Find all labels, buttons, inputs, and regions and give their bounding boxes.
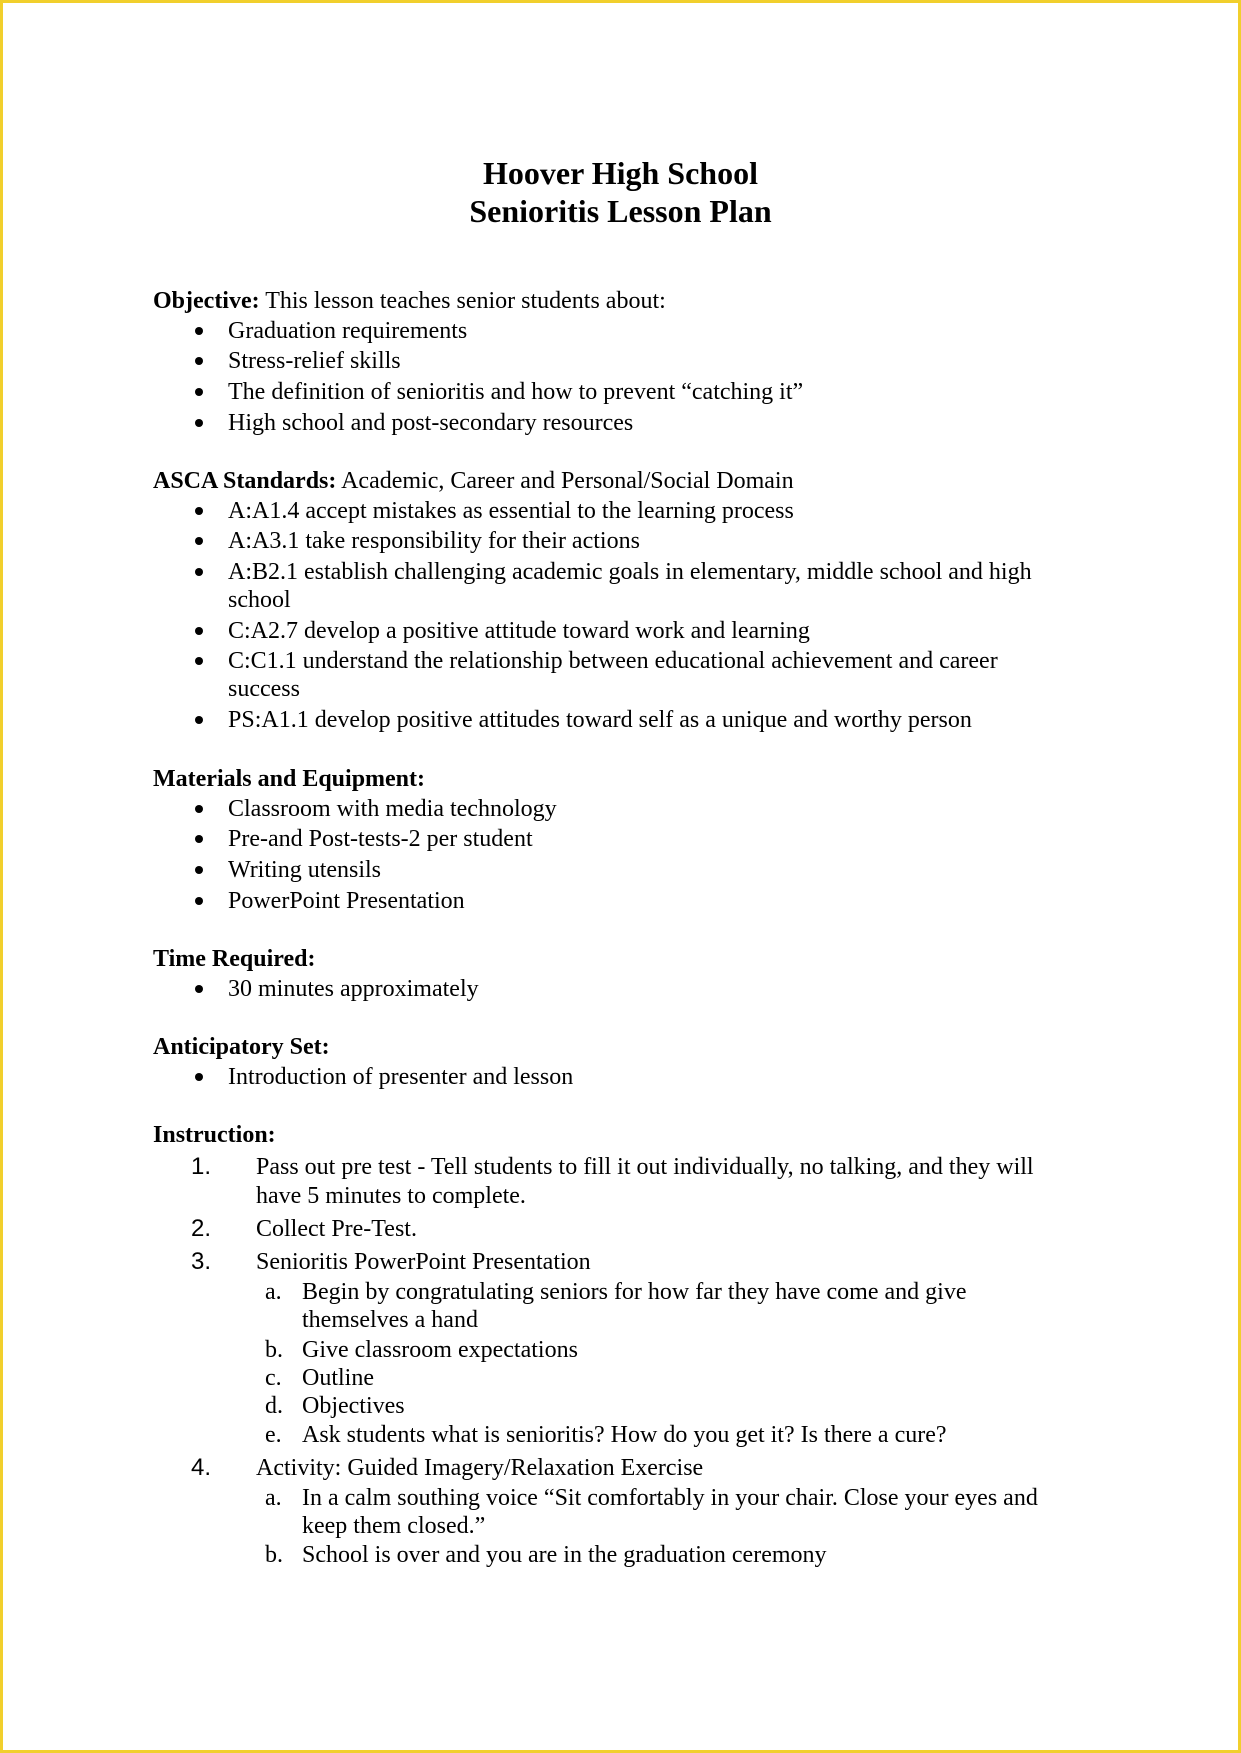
sub-step-letter: d. bbox=[265, 1393, 283, 1419]
sub-step-text: Objectives bbox=[302, 1393, 405, 1419]
step-text: Senioritis PowerPoint Presentation bbox=[256, 1249, 591, 1275]
objective-item: High school and post-secondary resources bbox=[228, 410, 634, 436]
sub-step-text: School is over and you are in the graduation ceremony bbox=[302, 1542, 827, 1568]
asca-standard-line: PS:A1.1 develop positive attitudes toward self as a unique and worthy person bbox=[228, 707, 972, 733]
bullet-icon bbox=[195, 568, 203, 576]
asca-standard-line: A:A1.4 accept mistakes as essential to the learning process bbox=[228, 498, 794, 524]
materials-item: Pre-and Post-tests-2 per student bbox=[228, 826, 533, 852]
objective-text: This lesson teaches senior students about: bbox=[265, 288, 666, 314]
objective-label: Objective: bbox=[153, 288, 260, 314]
sub-step-text: themselves a hand bbox=[302, 1307, 478, 1333]
bullet-icon bbox=[195, 866, 203, 874]
asca-standard-line: C:A2.7 develop a positive attitude toward work and learning bbox=[228, 618, 810, 644]
asca-standard-line: success bbox=[228, 676, 300, 702]
lesson-plan-title: Senioritis Lesson Plan bbox=[469, 193, 772, 229]
step-number: 3. bbox=[191, 1248, 212, 1275]
step-number: 4. bbox=[191, 1454, 212, 1481]
materials-item: PowerPoint Presentation bbox=[228, 888, 465, 914]
asca-heading bbox=[153, 466, 794, 496]
bullet-icon bbox=[195, 357, 203, 365]
materials-heading bbox=[153, 764, 425, 794]
materials-item: Writing utensils bbox=[228, 857, 382, 883]
bullet-icon bbox=[195, 835, 203, 843]
bullet-icon bbox=[195, 716, 203, 724]
step-number: 2. bbox=[191, 1215, 212, 1242]
bullet-icon bbox=[195, 657, 203, 665]
anticipatory-label: Anticipatory Set: bbox=[153, 1034, 330, 1060]
anticipatory-heading bbox=[153, 1032, 330, 1062]
bullet-icon bbox=[195, 985, 203, 993]
step-text: have 5 minutes to complete. bbox=[256, 1183, 526, 1209]
step-text: Pass out pre test - Tell students to fill it out individually, no talking, and they will bbox=[256, 1154, 1034, 1180]
bullet-icon bbox=[195, 507, 203, 515]
objective-item: The definition of senioritis and how to prevent “catching it” bbox=[228, 379, 804, 405]
bullet-icon bbox=[195, 1073, 203, 1081]
sub-step-text: In a calm southing voice “Sit comfortably in your chair. Close your eyes and bbox=[302, 1485, 1038, 1511]
sub-step-letter: a. bbox=[265, 1279, 282, 1305]
sub-step-letter: b. bbox=[265, 1337, 283, 1363]
bullet-icon bbox=[195, 327, 203, 335]
sub-step-text: Ask students what is senioritis? How do you get it? Is there a cure? bbox=[302, 1422, 947, 1448]
step-number: 1. bbox=[191, 1153, 212, 1180]
asca-standard-line: school bbox=[228, 587, 291, 613]
bullet-icon bbox=[195, 388, 203, 396]
sub-step-letter: a. bbox=[265, 1485, 282, 1511]
anticipatory-item: Introduction of presenter and lesson bbox=[228, 1064, 574, 1090]
sub-step-letter: c. bbox=[265, 1365, 282, 1391]
asca-standard-line: C:C1.1 understand the relationship between educational achievement and career bbox=[228, 648, 998, 674]
time-label: Time Required: bbox=[153, 946, 316, 972]
objective-item: Graduation requirements bbox=[228, 318, 468, 344]
bullet-icon bbox=[195, 419, 203, 427]
instruction-label: Instruction: bbox=[153, 1122, 276, 1148]
instruction-heading bbox=[153, 1120, 276, 1150]
sub-step-text: Give classroom expectations bbox=[302, 1337, 578, 1363]
asca-standard-line: A:A3.1 take responsibility for their actions bbox=[228, 528, 640, 554]
bullet-icon bbox=[195, 537, 203, 545]
time-item: 30 minutes approximately bbox=[228, 976, 479, 1002]
sub-step-text: Begin by congratulating seniors for how far they have come and give bbox=[302, 1279, 967, 1305]
objective-item: Stress-relief skills bbox=[228, 348, 401, 374]
materials-item: Classroom with media technology bbox=[228, 796, 557, 822]
sub-step-text: Outline bbox=[302, 1365, 374, 1391]
bullet-icon bbox=[195, 805, 203, 813]
sub-step-letter: e. bbox=[265, 1422, 282, 1448]
asca-standard-line: A:B2.1 establish challenging academic goals in elementary, middle school and high bbox=[228, 559, 1032, 585]
step-text: Activity: Guided Imagery/Relaxation Exercise bbox=[256, 1455, 704, 1481]
materials-label: Materials and Equipment: bbox=[153, 766, 426, 792]
bullet-icon bbox=[195, 897, 203, 905]
time-heading bbox=[153, 944, 315, 974]
step-text: Collect Pre-Test. bbox=[256, 1216, 417, 1242]
asca-text: Academic, Career and Personal/Social Domain bbox=[341, 468, 794, 494]
school-name: Hoover High School bbox=[483, 155, 758, 191]
sub-step-text: keep them closed.” bbox=[302, 1513, 486, 1539]
sub-step-letter: b. bbox=[265, 1542, 283, 1568]
bullet-icon bbox=[195, 627, 203, 635]
asca-label: ASCA Standards: bbox=[153, 468, 337, 494]
objective-heading bbox=[153, 286, 666, 316]
